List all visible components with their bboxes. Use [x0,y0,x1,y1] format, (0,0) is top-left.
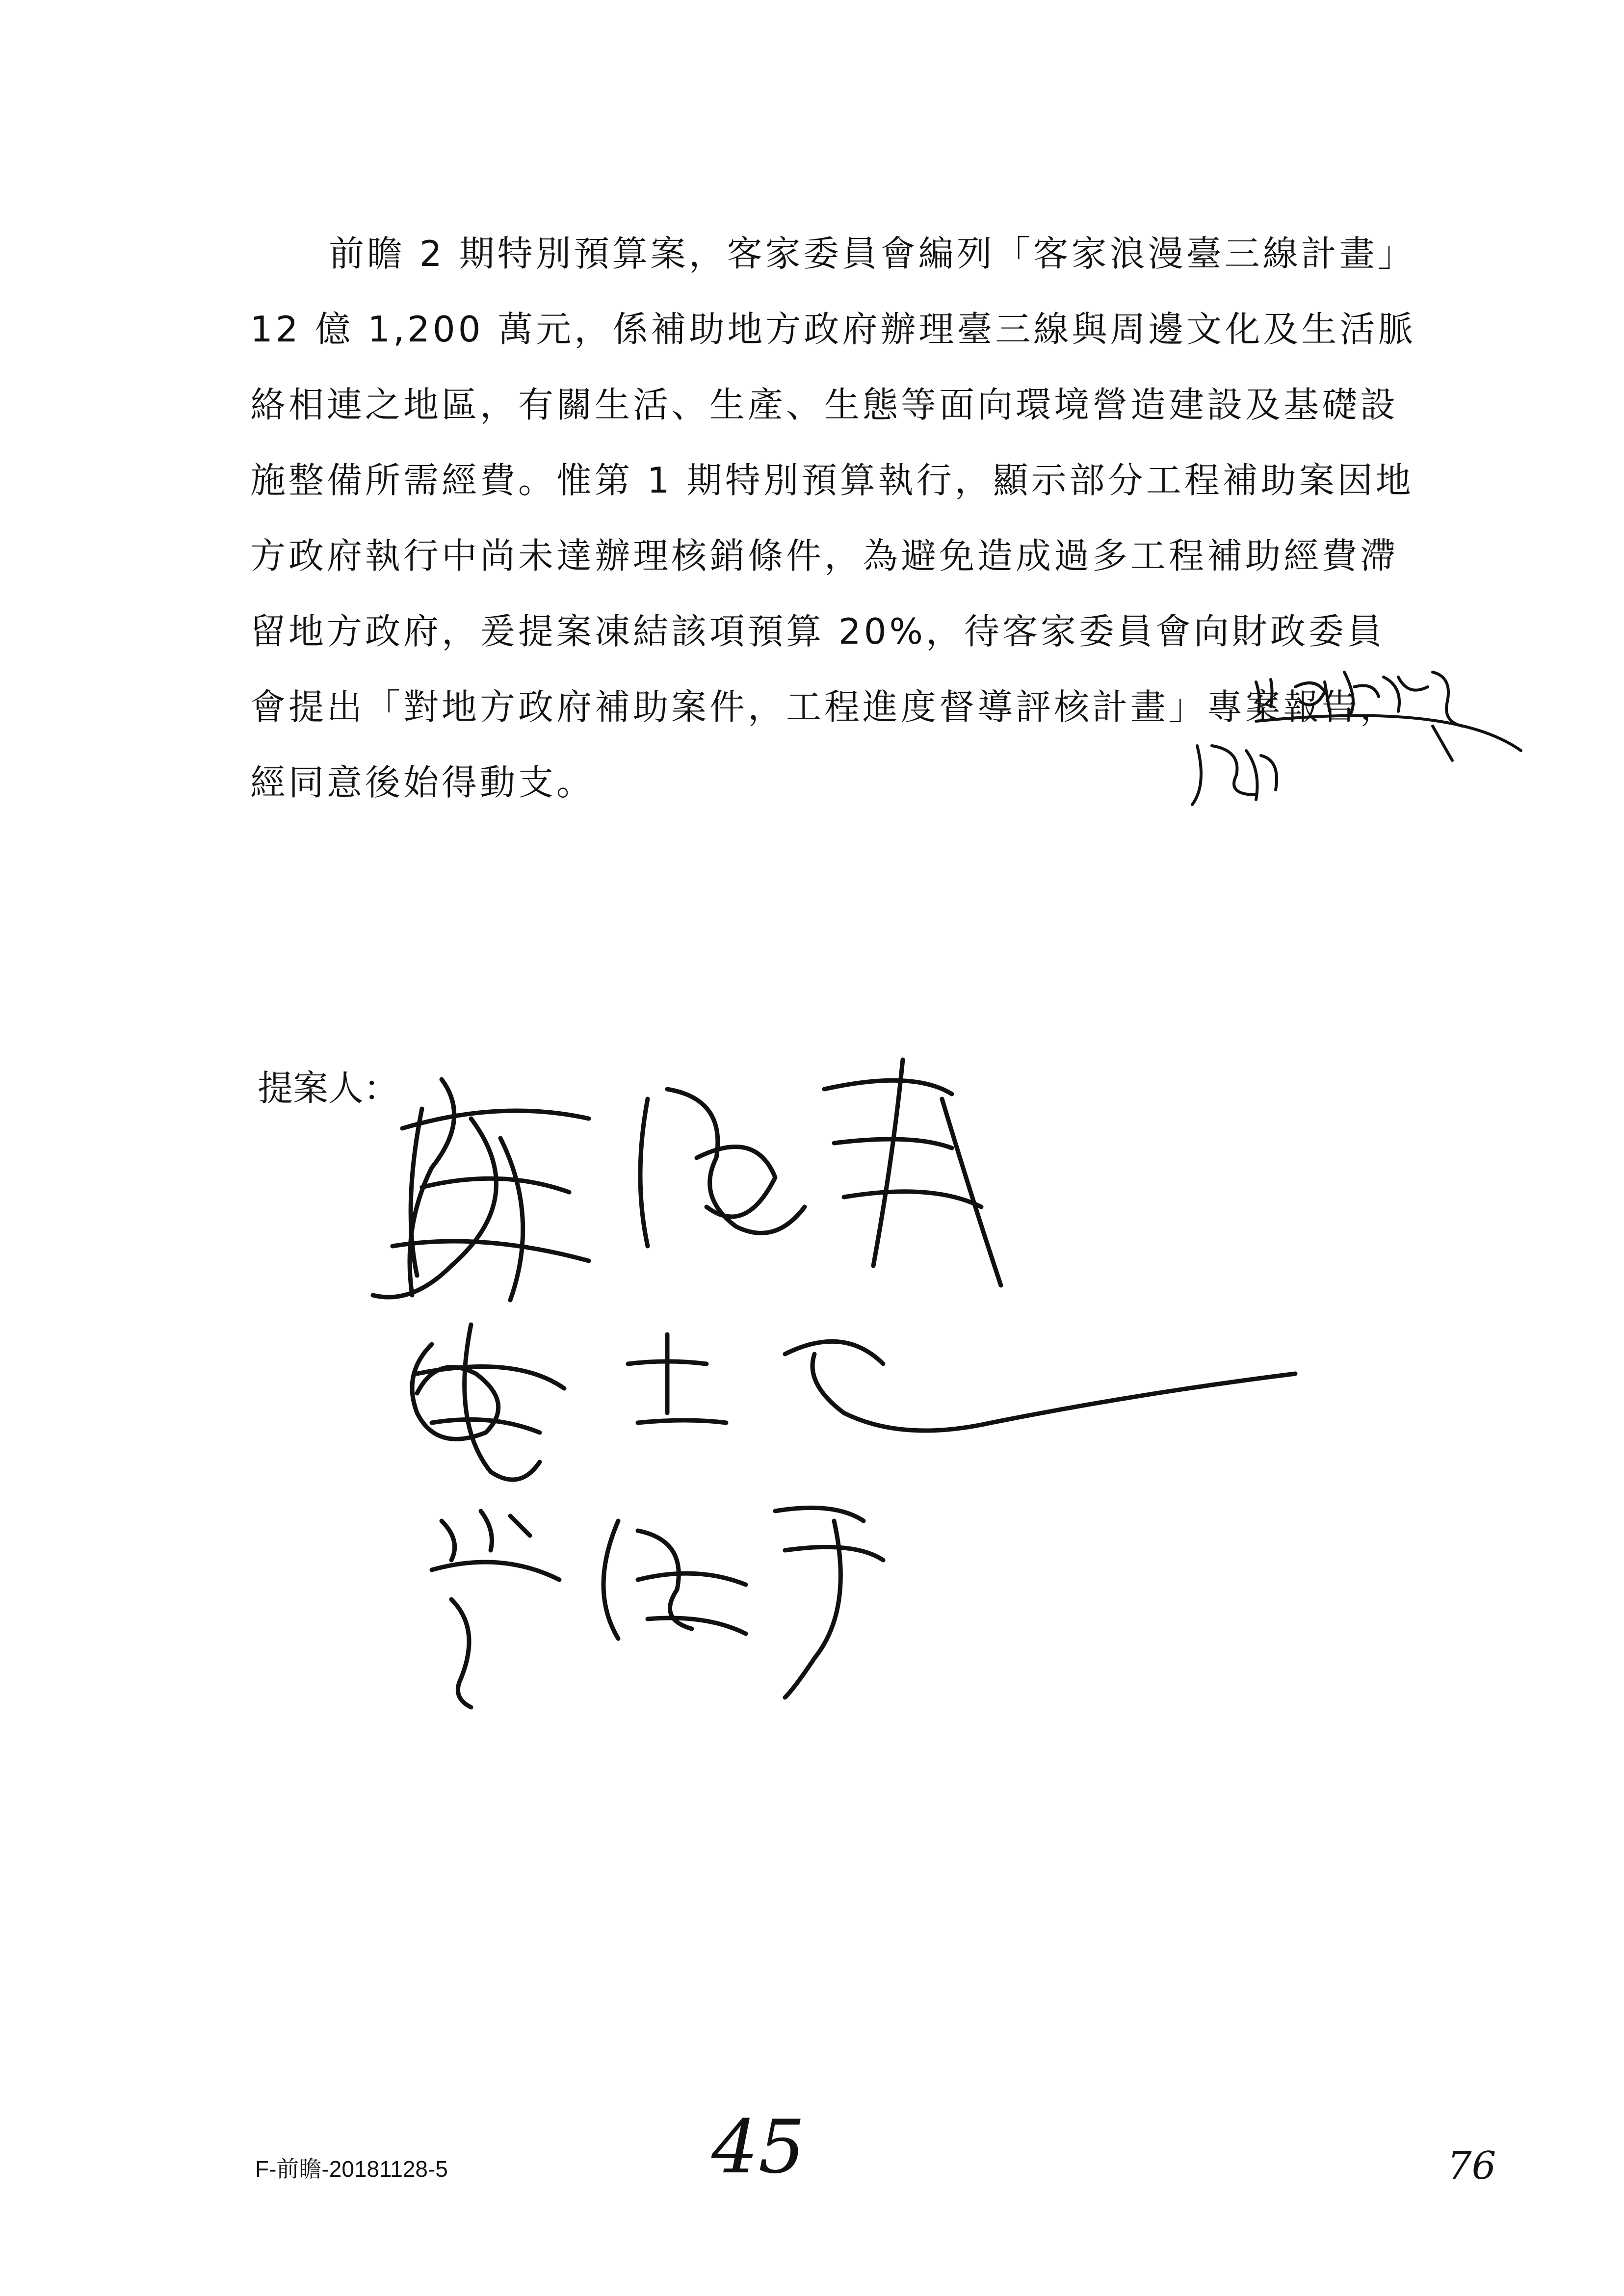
body-line: 會提出「對地方政府補助案件，工程進度督導評核計畫」專案報告， [250,686,1399,728]
proposal-body [250,216,1416,820]
body-line: 12 億 1,200 萬元，係補助地方政府辦理臺三線與周邊文化及生活脈 [250,309,1416,350]
body-line: 方政府執行中尚未達辦理核銷條件，為避免造成過多工程補助經費滯 [250,535,1399,576]
signature-1 [373,1060,1001,1300]
handwritten-corner-number: 76 [1447,2144,1496,2188]
document-code: F-前瞻-20181128-5 [255,2156,448,2182]
handwritten-page-number: 45 [711,2105,805,2190]
body-line: 施整備所需經費。惟第 1 期特別預算執行，顯示部分工程補助案因地 [250,460,1414,501]
body-line: 經同意後始得動支。 [250,762,595,803]
signature-3 [432,1508,883,1707]
signature-2 [412,1325,1295,1480]
body-line: 留地方政府，爰提案凍結該項預算 20%，待客家委員會向財政委員 [250,611,1385,652]
proposer-label: 提案人： [258,1068,399,1109]
body-line: 絡相連之地區，有關生活、生產、生態等面向環境營造建設及基礎設 [250,384,1399,425]
body-line: 前瞻 2 期特別預算案，客家委員會編列「客家浪漫臺三線計畫」 [329,233,1416,274]
